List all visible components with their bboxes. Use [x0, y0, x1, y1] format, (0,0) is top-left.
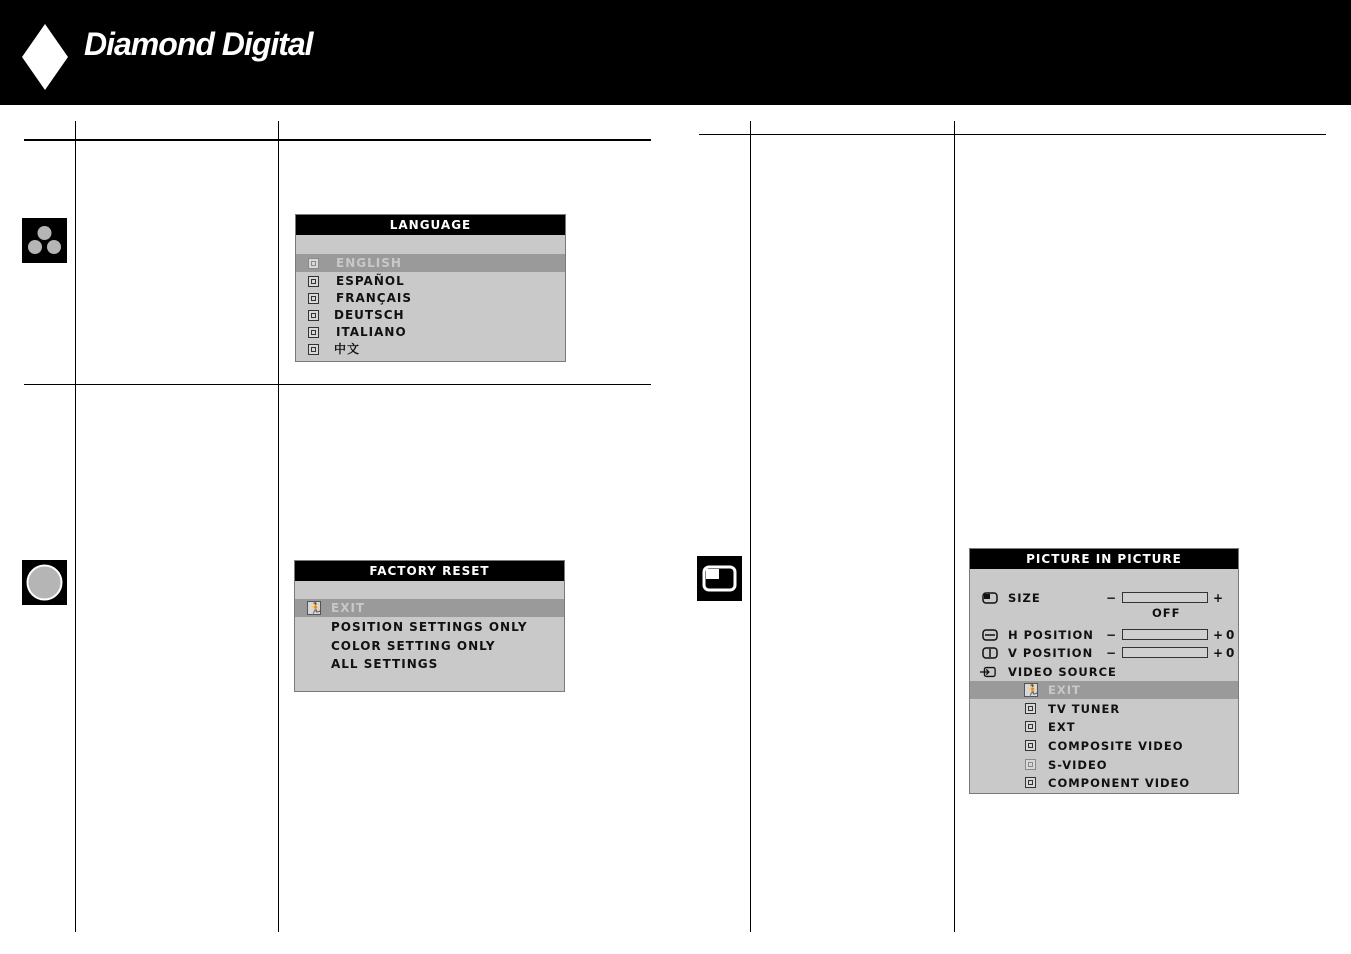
factory-reset-menu: [294, 560, 565, 692]
factory-reset-option-exit[interactable]: [295, 599, 564, 617]
pip-size-value: OFF: [1152, 606, 1181, 620]
pip-source-label: TV TUNER: [1048, 702, 1121, 716]
exit-icon: 🏃: [1025, 684, 1041, 698]
pip-source-label: EXT: [1048, 720, 1076, 734]
language-option-italiano[interactable]: [296, 323, 565, 341]
pip-v-position-slider[interactable]: [1122, 647, 1208, 658]
exit-icon: 🏃: [308, 602, 324, 616]
minus-icon: −: [1106, 628, 1118, 642]
language-option-deutsch[interactable]: [296, 306, 565, 324]
pip-source-label: S-VIDEO: [1048, 758, 1108, 772]
pip-source-label: COMPOSITE VIDEO: [1048, 739, 1184, 753]
video-source-icon: [980, 666, 996, 678]
factory-reset-option-label: COLOR SETTING ONLY: [331, 639, 496, 653]
pip-v-position-row[interactable]: [970, 644, 1238, 662]
language-option-label: 中文: [334, 342, 361, 356]
factory-reset-option-all[interactable]: [295, 655, 564, 673]
pip-source-label: EXIT: [1048, 683, 1081, 697]
minus-icon: −: [1106, 591, 1118, 605]
pip-v-position-label: V POSITION: [1008, 646, 1094, 660]
table-divider: [699, 134, 1326, 135]
pip-source-s-video[interactable]: [970, 756, 1238, 774]
table-divider: [75, 121, 76, 932]
brand-name: Diamond Digital: [84, 26, 313, 62]
language-option-label: DEUTSCH: [334, 308, 405, 322]
plus-icon: +: [1213, 628, 1225, 642]
plus-icon: +: [1213, 646, 1225, 660]
factory-reset-option-position[interactable]: [295, 618, 564, 636]
table-divider: [24, 384, 651, 385]
checkbox-icon: [308, 293, 319, 304]
language-option-label: ESPAÑOL: [336, 274, 405, 288]
pip-source-exit[interactable]: [970, 681, 1238, 699]
factory-reset-option-label: ALL SETTINGS: [331, 657, 439, 671]
factory-reset-option-label: EXIT: [331, 601, 366, 615]
checkbox-icon: [308, 310, 319, 321]
checkbox-icon: [1025, 759, 1036, 770]
pip-source-composite[interactable]: [970, 737, 1238, 755]
diamond-logo-icon: [22, 24, 68, 90]
language-option-label: ITALIANO: [336, 325, 407, 339]
checkbox-icon: [1025, 740, 1036, 751]
checkbox-icon: [1025, 703, 1036, 714]
checkbox-icon: [1025, 777, 1036, 788]
h-position-icon: [982, 629, 998, 641]
checkbox-icon: [308, 344, 319, 355]
language-option-english[interactable]: [296, 254, 565, 272]
language-option-label: ENGLISH: [336, 256, 402, 270]
factory-reset-option-label: POSITION SETTINGS ONLY: [331, 620, 528, 634]
three-circles-icon: [22, 218, 67, 263]
pip-menu-title: PICTURE IN PICTURE: [970, 549, 1238, 569]
pip-size-label: SIZE: [1008, 591, 1041, 605]
factory-reset-option-color[interactable]: [295, 637, 564, 655]
table-divider: [750, 121, 751, 932]
language-menu: [295, 214, 566, 362]
language-option-espanol[interactable]: [296, 272, 565, 290]
pip-h-position-label: H POSITION: [1008, 628, 1094, 642]
pip-menu: [969, 548, 1239, 794]
minus-icon: −: [1106, 646, 1118, 660]
pip-video-source-label: VIDEO SOURCE: [1008, 665, 1117, 679]
language-menu-title: LANGUAGE: [296, 215, 565, 235]
table-divider: [278, 121, 279, 932]
pip-video-source-row[interactable]: [970, 663, 1238, 681]
pip-h-position-slider[interactable]: [1122, 629, 1208, 640]
checkbox-icon: [308, 327, 319, 338]
pip-size-icon: [982, 592, 998, 604]
language-option-chinese[interactable]: [296, 340, 565, 358]
pip-size-value-row: [970, 604, 1238, 622]
pip-v-position-value: 0: [1226, 646, 1236, 660]
pip-source-ext[interactable]: [970, 718, 1238, 736]
language-option-francais[interactable]: [296, 289, 565, 307]
checkbox-icon: [1025, 721, 1036, 732]
pip-size-slider[interactable]: [1122, 592, 1208, 603]
pip-h-position-value: 0: [1226, 628, 1236, 642]
checkbox-icon: [308, 276, 319, 287]
factory-reset-menu-title: FACTORY RESET: [295, 561, 564, 581]
language-option-label: FRANÇAIS: [336, 291, 412, 305]
pip-source-label: COMPONENT VIDEO: [1048, 776, 1191, 790]
page-header: [0, 0, 1351, 105]
v-position-icon: [982, 647, 998, 659]
circle-icon: [22, 560, 67, 605]
table-divider: [24, 139, 651, 141]
table-divider: [954, 121, 955, 932]
pip-h-position-row[interactable]: [970, 626, 1238, 644]
pip-source-component[interactable]: [970, 774, 1238, 792]
pip-window-icon: [697, 556, 742, 601]
plus-icon: +: [1213, 591, 1225, 605]
checkbox-icon: [308, 258, 319, 269]
pip-source-tv-tuner[interactable]: [970, 700, 1238, 718]
